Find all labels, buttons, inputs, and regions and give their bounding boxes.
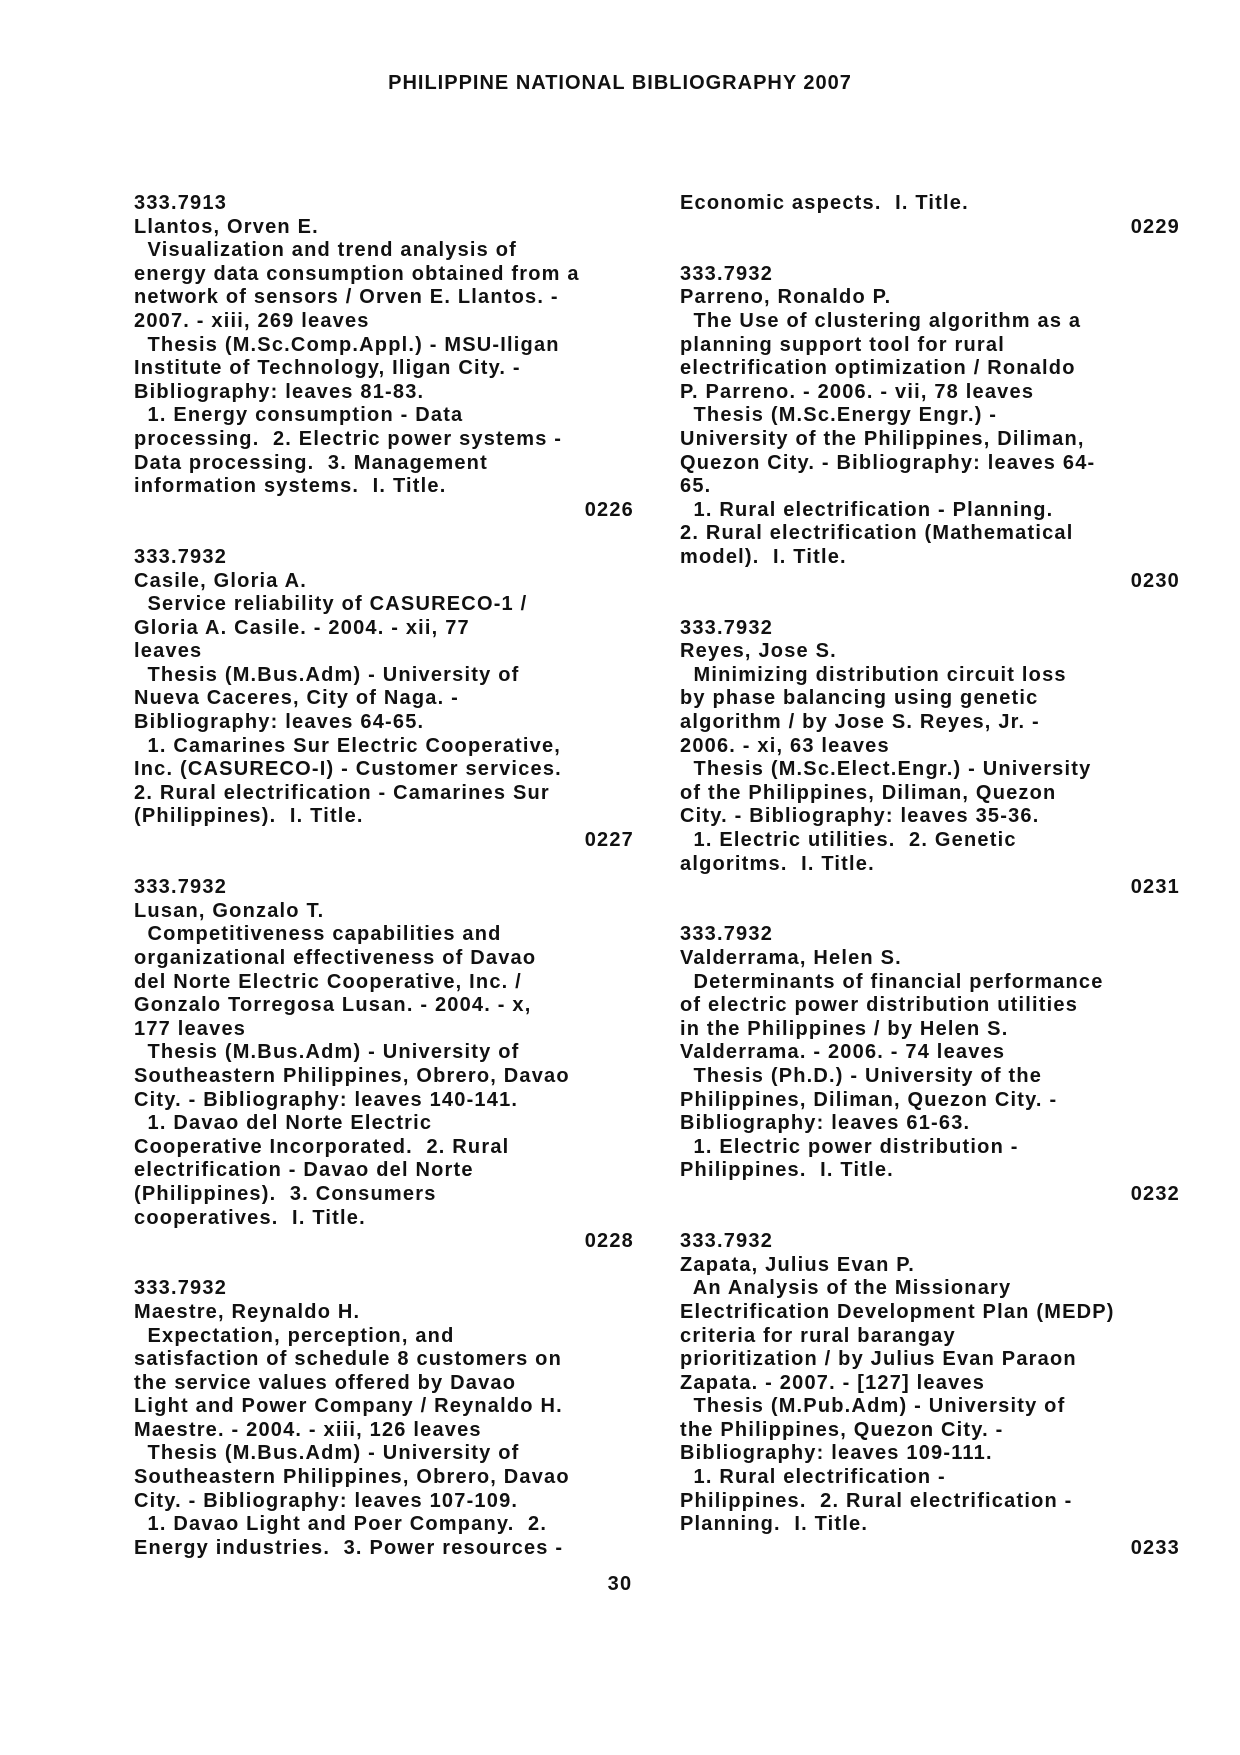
- entry-line: (Philippines). 3. Consumers: [134, 1182, 437, 1205]
- entry-line: 333.7932: [134, 545, 228, 568]
- entry-line: in the Philippines / by Helen S.: [680, 1017, 1009, 1040]
- page-header: PHILIPPINE NATIONAL BIBLIOGRAPHY 2007: [388, 72, 852, 94]
- entry-line: P. Parreno. - 2006. - vii, 78 leaves: [680, 380, 1035, 403]
- entry-line: of electric power distribution utilities: [680, 994, 1079, 1017]
- entry-line: Valderrama. - 2006. - 74 leaves: [680, 1041, 1006, 1064]
- entry-line: Philippines. I. Title.: [680, 1159, 894, 1182]
- entry-line: the Philippines, Quezon City. -: [680, 1418, 1004, 1441]
- entry-line: Economic aspects. I. Title.: [680, 192, 969, 214]
- entry-line: 333.7932: [680, 1230, 774, 1253]
- entry-line: City. - Bibliography: leaves 107-109.: [134, 1489, 519, 1512]
- entry-line: 1. Rural electrification - Planning.: [680, 498, 1054, 521]
- entry-line: 2006. - xi, 63 leaves: [680, 734, 890, 757]
- entry-line: 333.7932: [680, 262, 774, 285]
- entry-line: Zapata, Julius Evan P.: [680, 1253, 916, 1276]
- bib-entry: [134, 192, 634, 522]
- entry-line: Thesis (M.Sc.Energy Engr.) -: [680, 404, 998, 427]
- entry-line: 1. Energy consumption - Data: [134, 404, 464, 427]
- bib-entry: [680, 1230, 1180, 1560]
- bib-entry: [134, 876, 634, 1254]
- left-column: [134, 192, 634, 1560]
- entry-line: (Philippines). I. Title.: [134, 805, 364, 828]
- entry-line: electrification optimization / Ronaldo: [680, 357, 1076, 380]
- entry-line: 1. Camarines Sur Electric Cooperative,: [134, 734, 562, 757]
- entry-line: Bibliography: leaves 81-83.: [134, 380, 425, 403]
- entry-number: 0232: [1130, 1182, 1180, 1205]
- entry-line: City. - Bibliography: leaves 140-141.: [134, 1088, 519, 1111]
- entry-line: 2007. - xiii, 269 leaves: [134, 309, 370, 332]
- entry-line: Service reliability of CASURECO-1 /: [134, 593, 528, 616]
- right-column: [680, 192, 1180, 1560]
- entry-line: of the Philippines, Diliman, Quezon: [680, 781, 1057, 804]
- entry-line: 1. Electric power distribution -: [680, 1135, 1019, 1158]
- entry-line: Competitiveness capabilities and: [134, 923, 502, 946]
- entry-line: Bibliography: leaves 64-65.: [134, 711, 425, 734]
- entry-line: Llantos, Orven E.: [134, 215, 319, 238]
- entry-line: energy data consumption obtained from a: [134, 262, 580, 285]
- entry-line: 1. Davao del Norte Electric: [134, 1112, 433, 1135]
- entry-line: algorithm / by Jose S. Reyes, Jr. -: [680, 711, 1040, 734]
- entry-line: 1. Davao Light and Poer Company. 2.: [134, 1513, 548, 1536]
- entry-line: Determinants of financial performance: [680, 970, 1104, 993]
- entry-line: Zapata. - 2007. - [127] leaves: [680, 1371, 986, 1394]
- entry-line: Parreno, Ronaldo P.: [680, 286, 892, 309]
- bib-entry: [134, 1277, 634, 1560]
- entry-line: The Use of clustering algorithm as a: [680, 309, 1082, 332]
- entry-line: 333.7932: [680, 923, 774, 946]
- entry-line: leaves: [134, 640, 203, 663]
- entry-line: City. - Bibliography: leaves 35-36.: [680, 805, 1040, 828]
- entry-line: 1. Rural electrification -: [680, 1466, 946, 1489]
- entry-line: Expectation, perception, and: [134, 1324, 455, 1347]
- entry-line: Casile, Gloria A.: [134, 569, 308, 592]
- entry-line: Maestre. - 2004. - xiii, 126 leaves: [134, 1418, 482, 1441]
- entry-line: planning support tool for rural: [680, 333, 1005, 356]
- entry-number: 0229: [1130, 215, 1180, 238]
- entry-line: 1. Electric utilities. 2. Genetic: [680, 829, 1017, 852]
- entry-line: organizational effectiveness of Davao: [134, 947, 537, 969]
- entry-line: Bibliography: leaves 61-63.: [680, 1112, 971, 1135]
- entry-line: 333.7932: [680, 616, 774, 639]
- entry-line: 333.7932: [134, 876, 228, 899]
- entry-line: model). I. Title.: [680, 545, 847, 568]
- entry-line: Gloria A. Casile. - 2004. - xii, 77: [134, 616, 470, 639]
- entry-line: Thesis (M.Bus.Adm) - University of: [134, 1442, 520, 1465]
- entry-line: 177 leaves: [134, 1017, 247, 1040]
- entry-line: 2. Rural electrification (Mathematical: [680, 522, 1074, 545]
- entry-line: Lusan, Gonzalo T.: [134, 899, 325, 922]
- entry-number: 0233: [1130, 1536, 1180, 1559]
- entry-line: satisfaction of schedule 8 customers on: [134, 1348, 563, 1371]
- entry-line: Planning. I. Title.: [680, 1513, 869, 1536]
- entry-line: Quezon City. - Bibliography: leaves 64-: [680, 451, 1096, 474]
- entry-line: Gonzalo Torregosa Lusan. - 2004. - x,: [134, 994, 532, 1017]
- entry-line: Nueva Caceres, City of Naga. -: [134, 687, 459, 710]
- entry-line: information systems. I. Title.: [134, 475, 447, 498]
- entry-line: Thesis (Ph.D.) - University of the: [680, 1064, 1043, 1087]
- entry-line: prioritization / by Julius Evan Paraon: [680, 1348, 1077, 1371]
- entry-number: 0226: [584, 498, 634, 521]
- entry-line: Maestre, Reynaldo H.: [134, 1300, 361, 1323]
- entry-line: 2. Rural electrification - Camarines Sur: [134, 781, 550, 804]
- entry-line: electrification - Davao del Norte: [134, 1159, 474, 1182]
- entry-line: the service values offered by Davao: [134, 1371, 517, 1394]
- entry-line: Minimizing distribution circuit loss: [680, 663, 1067, 686]
- entry-line: Data processing. 3. Management: [134, 451, 488, 474]
- entry-line: Visualization and trend analysis of: [134, 239, 518, 262]
- entry-line: Inc. (CASURECO-I) - Customer services.: [134, 758, 562, 781]
- entry-line: Thesis (M.Pub.Adm) - University of: [680, 1395, 1066, 1418]
- entry-line: processing. 2. Electric power systems -: [134, 427, 563, 450]
- entry-number: 0231: [1130, 876, 1180, 899]
- entry-line: Thesis (M.Sc.Elect.Engr.) - University: [680, 758, 1092, 781]
- bib-entry: [680, 617, 1180, 900]
- entry-line: Thesis (M.Sc.Comp.Appl.) - MSU-Iligan: [134, 333, 560, 356]
- entry-line: Energy industries. 3. Power resources -: [134, 1536, 564, 1559]
- entry-line: cooperatives. I. Title.: [134, 1206, 366, 1229]
- bib-entry: [680, 923, 1180, 1206]
- entry-line: Light and Power Company / Reynaldo H.: [134, 1395, 563, 1418]
- entry-line: 65.: [680, 475, 712, 498]
- entry-line: Cooperative Incorporated. 2. Rural: [134, 1135, 510, 1158]
- bib-entry-continued: [680, 192, 1180, 239]
- entry-line: Thesis (M.Bus.Adm) - University of: [134, 663, 520, 686]
- entry-line: algoritms. I. Title.: [680, 852, 875, 875]
- entry-line: 333.7932: [134, 1277, 228, 1300]
- entry-number: 0227: [584, 829, 634, 852]
- entry-line: by phase balancing using genetic: [680, 687, 1039, 710]
- bib-entry: [134, 546, 634, 853]
- entry-line: Philippines, Diliman, Quezon City. -: [680, 1088, 1058, 1111]
- entry-line: Reyes, Jose S.: [680, 640, 837, 663]
- entry-line: network of sensors / Orven E. Llantos. -: [134, 286, 559, 309]
- entry-line: Southeastern Philippines, Obrero, Davao: [134, 1064, 570, 1087]
- entry-line: University of the Philippines, Diliman,: [680, 427, 1085, 450]
- entry-line: Bibliography: leaves 109-111.: [680, 1442, 993, 1465]
- entry-line: del Norte Electric Cooperative, Inc. /: [134, 970, 522, 993]
- entry-line: 333.7913: [134, 192, 228, 214]
- entry-line: Electrification Development Plan (MEDP): [680, 1300, 1115, 1323]
- entry-line: An Analysis of the Missionary: [680, 1277, 1012, 1300]
- entry-number: 0228: [584, 1230, 634, 1253]
- entry-line: Valderrama, Helen S.: [680, 947, 902, 969]
- page-number: 30: [607, 1573, 633, 1595]
- entry-line: criteria for rural barangay: [680, 1324, 956, 1347]
- entry-line: Philippines. 2. Rural electrification -: [680, 1489, 1073, 1512]
- entry-line: Southeastern Philippines, Obrero, Davao: [134, 1466, 570, 1489]
- entry-number: 0230: [1130, 569, 1180, 592]
- bib-entry: [680, 263, 1180, 593]
- entry-line: Thesis (M.Bus.Adm) - University of: [134, 1041, 520, 1064]
- entry-line: Institute of Technology, Iligan City. -: [134, 357, 521, 380]
